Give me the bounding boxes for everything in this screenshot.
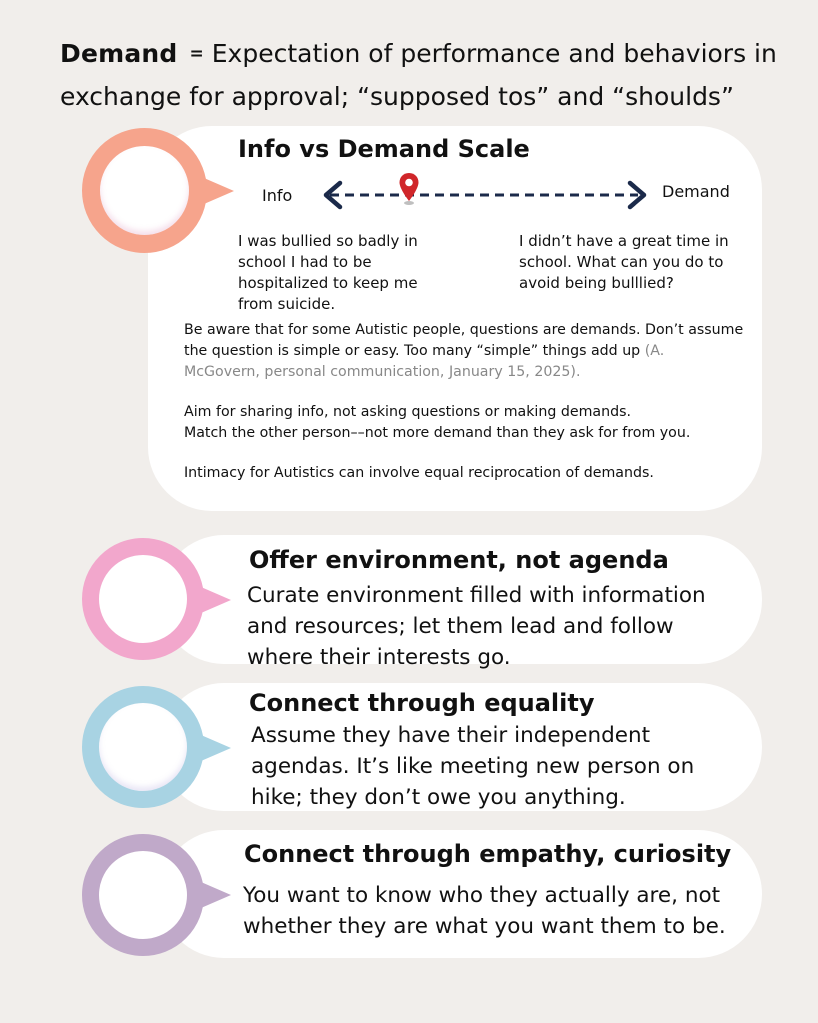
environment-card-ring-icon (82, 538, 204, 660)
sharing-info-line-2: Match the other person––not more demand than they ask for from you. (184, 425, 691, 441)
equals-sign: = (189, 44, 204, 64)
scale-card-pointer-icon (204, 178, 234, 204)
sharing-info-note (184, 402, 754, 444)
scale-card-ring-icon (82, 128, 207, 253)
right-example-text: I didn’t have a great time in school. What can you do to avoid being bulllied? (519, 232, 729, 292)
empathy-card-body: You want to know who they actually are, not whether they are what you want them to be. (243, 883, 726, 939)
intimacy-note: Intimacy for Autistics can involve equal reciprocation of demands. (184, 465, 654, 481)
equality-card-ring-icon (82, 686, 204, 808)
empathy-card-pointer-icon (201, 882, 231, 908)
scale-right-label: Demand (662, 182, 730, 201)
environment-card-body: Curate environment filled with information and resources; let them lead and follow where their interests go. (247, 583, 706, 670)
sharing-info-line-1: Aim for sharing info, not asking questions or making demands. (184, 404, 632, 420)
demand-term: Demand (60, 39, 178, 68)
left-example-text: I was bullied so badly in school I had to be hospitalized to keep me from suicide. (238, 232, 418, 313)
environment-card-title: Offer environment, not agenda (249, 546, 669, 574)
questions-note-text: Be aware that for some Autistic people, questions are demands. Don’t assume the question is simple or easy. Too many “simple” things add up (184, 322, 744, 359)
scale-title: Info vs Demand Scale (238, 135, 530, 163)
empathy-card-ring-icon (82, 834, 204, 956)
equality-card-pointer-icon (201, 735, 231, 761)
equality-card-title: Connect through equality (249, 689, 595, 717)
empathy-card-title: Connect through empathy, curiosity (244, 840, 732, 868)
environment-card-pointer-icon (201, 587, 231, 613)
demand-definition (60, 34, 780, 117)
scale-left-label: Info (262, 186, 293, 205)
questions-are-demands-note (184, 320, 744, 383)
questions-note-citation: (A. McGovern, personal communication, January 15, 2025). (184, 343, 665, 380)
equality-card-body: Assume they have their independent agendas. It’s like meeting new person on hike; they don’t owe you anything. (251, 723, 695, 810)
info-demand-scale-arrow (318, 168, 652, 216)
map-pin-icon (398, 172, 420, 206)
demand-definition-text: Expectation of performance and behaviors in exchange for approval; “supposed tos” and “shoulds” (60, 39, 777, 111)
